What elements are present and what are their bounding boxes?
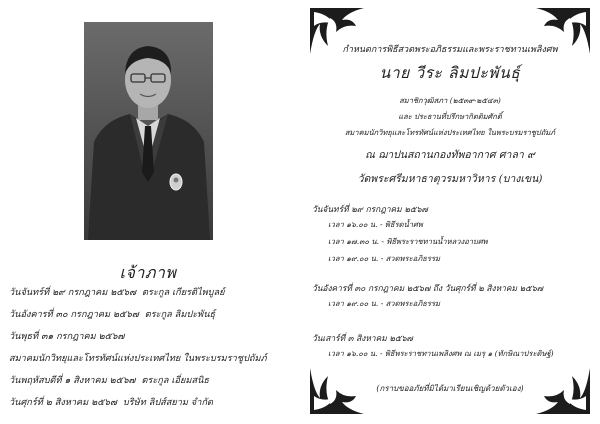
host-row: วันพฤหัสบดีที่ ๑ สิงหาคม ๒๕๖๗ ตระกูล เอี่ยมสนิธ (9, 375, 209, 386)
left-panel (0, 0, 296, 424)
host-row: วันศุกร์ที่ ๒ สิงหาคม ๒๕๖๗ บริษัท ลิปส์สยาม จำกัด (9, 397, 213, 408)
role-line-1: สมาชิกวุฒิสภา (๒๕๓๙-๒๕๔๓) (399, 96, 501, 105)
host-title: เจ้าภาพ (119, 263, 177, 282)
host-row: วันอังคารที่ ๓๐ กรกฎาคม ๒๕๖๗ ตระกูล ลิมปะพันธุ์ (9, 309, 216, 320)
schedule-day: วันอังคารที่ ๓๐ กรกฎาคม ๒๕๖๗ ถึง วันศุกร์ที่ ๒ สิงหาคม ๒๕๖๗ (312, 283, 544, 293)
role-line-3: สมาคมนักวิทยุและโทรทัศน์แห่งประเทศไทย ในพระบรมราชูปถัมภ์ (344, 128, 556, 137)
portrait-image (84, 22, 213, 240)
deceased-name: นาย วีระ ลิมปะพันธุ์ (379, 64, 521, 82)
host-row: วันพุธที่ ๓๑ กรกฎาคม ๒๕๖๗ (9, 331, 125, 342)
host-list (9, 282, 295, 414)
portrait-photo (84, 22, 213, 240)
host-row: วันจันทร์ที่ ๒๙ กรกฎาคม ๒๕๖๗ ตระกูล เกียรติไพบูลย์ (9, 287, 225, 298)
ceremony-caption: กำหนดการพิธีสวดพระอภิธรรมและพระราชทานเพลิงศพ (342, 45, 558, 55)
schedule-item: เวลา ๑๙.๐๐ น. - สวดพระอภิธรรม (328, 299, 441, 308)
host-row: สมาคมนักวิทยุและโทรทัศน์แห่งประเทศไทย ในพระบรมราชูปถัมภ์ (9, 353, 267, 364)
venue-line-1: ณ ฌาปนสถานกองทัพอากาศ ศาลา ๙ (365, 149, 535, 161)
schedule-day: วันจันทร์ที่ ๒๙ กรกฎาคม ๒๕๖๗ (312, 204, 428, 214)
right-panel (300, 0, 600, 424)
schedule-day: วันเสาร์ที่ ๓ สิงหาคม ๒๕๖๗ (312, 333, 413, 343)
schedule-item: เวลา ๑๗.๓๐ น. - พิธีพระราชทานน้ำหลวงอาบศพ (328, 237, 488, 246)
venue-line-2: วัดพระศรีมหาธาตุวรมหาวิหาร (บางเขน) (357, 173, 543, 185)
role-line-2: และ ประธานที่ปรึกษากิตติมศักดิ์ (398, 112, 502, 121)
schedule-block-1 (312, 202, 598, 267)
schedule-block-2 (312, 281, 598, 312)
apology-footnote: (กราบขออภัยที่มิได้มาเรียนเชิญด้วยตัวเอง) (376, 384, 524, 393)
schedule-item: เวลา ๑๙.๐๐ น. - สวดพระอภิธรรม (328, 254, 441, 263)
schedule-block-3 (312, 331, 598, 362)
schedule-item: เวลา ๑๖.๐๐ น. - พิธีรดน้ำศพ (328, 220, 423, 229)
schedule-item: เวลา ๑๖.๐๐ น. - พิธีพระราชทานเพลิงศพ ณ เมรุ ๑ (ทักษิณาประดิษฐ์) (328, 349, 554, 358)
